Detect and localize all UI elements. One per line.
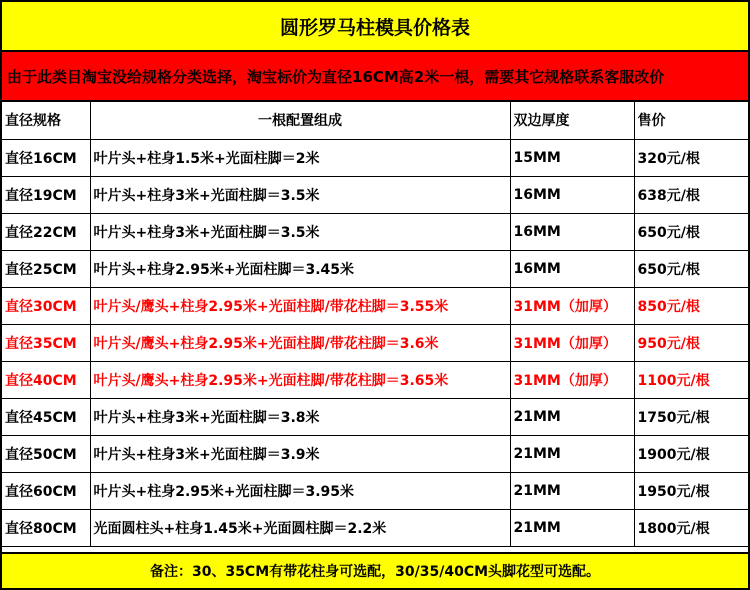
table-row <box>2 435 748 472</box>
cell-diameter: 直径40CM <box>2 361 90 398</box>
cell-price: 950元/根 <box>634 324 748 361</box>
cell-thickness: 21MM <box>510 398 634 435</box>
table-row <box>2 213 748 250</box>
cell-thickness: 16MM <box>510 213 634 250</box>
cell-diameter: 直径80CM <box>2 509 90 546</box>
notice-bar <box>2 52 748 102</box>
cell-config: 叶片头+柱身2.95米+光面柱脚＝3.95米 <box>90 472 510 509</box>
table-header-row <box>2 102 748 139</box>
cell-thickness: 31MM（加厚） <box>510 361 634 398</box>
cell-config: 叶片头+柱身3米+光面柱脚＝3.9米 <box>90 435 510 472</box>
cell-diameter: 直径25CM <box>2 250 90 287</box>
footer-bar <box>2 552 748 588</box>
header-price: 售价 <box>634 102 748 139</box>
cell-diameter: 直径30CM <box>2 287 90 324</box>
page-title: 圆形罗马柱模具价格表 <box>279 16 470 39</box>
table-row <box>2 287 748 324</box>
cell-thickness: 16MM <box>510 176 634 213</box>
table-row <box>2 324 748 361</box>
cell-config: 叶片头/鹰头+柱身2.95米+光面柱脚/带花柱脚＝3.6米 <box>90 324 510 361</box>
cell-diameter: 直径22CM <box>2 213 90 250</box>
cell-price: 1100元/根 <box>634 361 748 398</box>
footer-note: 备注：30、35CM有带花柱身可选配，30/35/40CM头脚花型可选配。 <box>149 564 601 580</box>
notice-text: 由于此类目淘宝没给规格分类选择，淘宝标价为直径16CM高2米一根，需要其它规格联系客服改价 <box>7 67 665 86</box>
cell-diameter: 直径19CM <box>2 176 90 213</box>
table-row <box>2 250 748 287</box>
cell-thickness: 31MM（加厚） <box>510 287 634 324</box>
cell-price: 638元/根 <box>634 176 748 213</box>
cell-config: 叶片头+柱身2.95米+光面柱脚＝3.45米 <box>90 250 510 287</box>
header-config: 一根配置组成 <box>90 102 510 139</box>
cell-diameter: 直径50CM <box>2 435 90 472</box>
cell-diameter: 直径60CM <box>2 472 90 509</box>
cell-price: 1950元/根 <box>634 472 748 509</box>
cell-price: 1750元/根 <box>634 398 748 435</box>
cell-thickness: 31MM（加厚） <box>510 324 634 361</box>
table-body <box>2 139 748 546</box>
cell-thickness: 15MM <box>510 139 634 176</box>
cell-config: 光面圆柱头+柱身1.45米+光面圆柱脚＝2.2米 <box>90 509 510 546</box>
cell-price: 850元/根 <box>634 287 748 324</box>
cell-thickness: 21MM <box>510 435 634 472</box>
table-row <box>2 361 748 398</box>
cell-thickness: 21MM <box>510 509 634 546</box>
table-row <box>2 176 748 213</box>
header-diameter: 直径规格 <box>2 102 90 139</box>
cell-config: 叶片头/鹰头+柱身2.95米+光面柱脚/带花柱脚＝3.65米 <box>90 361 510 398</box>
table-row <box>2 472 748 509</box>
table-row <box>2 139 748 176</box>
cell-config: 叶片头+柱身3米+光面柱脚＝3.5米 <box>90 176 510 213</box>
title-bar <box>2 2 748 52</box>
cell-thickness: 21MM <box>510 472 634 509</box>
table-row <box>2 509 748 546</box>
price-table <box>2 102 748 547</box>
cell-price: 1900元/根 <box>634 435 748 472</box>
cell-config: 叶片头+柱身3米+光面柱脚＝3.5米 <box>90 213 510 250</box>
table-row <box>2 398 748 435</box>
cell-diameter: 直径35CM <box>2 324 90 361</box>
cell-diameter: 直径16CM <box>2 139 90 176</box>
cell-price: 650元/根 <box>634 213 748 250</box>
cell-price: 320元/根 <box>634 139 748 176</box>
cell-config: 叶片头+柱身3米+光面柱脚＝3.8米 <box>90 398 510 435</box>
cell-config: 叶片头+柱身1.5米+光面柱脚＝2米 <box>90 139 510 176</box>
cell-thickness: 16MM <box>510 250 634 287</box>
cell-price: 650元/根 <box>634 250 748 287</box>
cell-price: 1800元/根 <box>634 509 748 546</box>
header-thickness: 双边厚度 <box>510 102 634 139</box>
cell-diameter: 直径45CM <box>2 398 90 435</box>
cell-config: 叶片头/鹰头+柱身2.95米+光面柱脚/带花柱脚＝3.55米 <box>90 287 510 324</box>
